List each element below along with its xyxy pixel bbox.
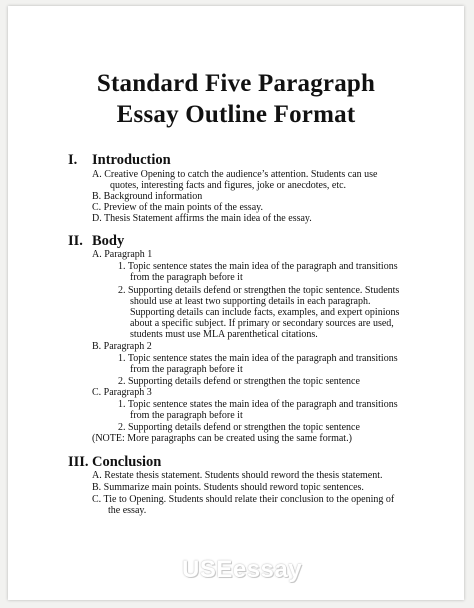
outline-line: (NOTE: More paragraphs can be created using the same format.) bbox=[92, 433, 352, 444]
outline-line: should use at least two supporting details in each paragraph. bbox=[130, 296, 371, 307]
section-title: Body bbox=[92, 233, 125, 249]
document-page bbox=[8, 6, 464, 600]
outline-line: B. Summarize main points. Students should reword topic sentences. bbox=[92, 482, 364, 493]
section-numeral: I. bbox=[68, 152, 78, 168]
outline-line: 2. Supporting details defend or strengthen the topic sentence bbox=[118, 422, 360, 433]
outline-line: 2. Supporting details defend or strengthen the topic sentence. Students bbox=[118, 285, 400, 296]
outline-line: B. Background information bbox=[92, 191, 203, 202]
outline-line: from the paragraph before it bbox=[130, 272, 243, 283]
section-heading-introduction bbox=[68, 152, 171, 168]
section-heading-body bbox=[68, 233, 124, 249]
outline-line: 2. Supporting details defend or strengthen the topic sentence bbox=[118, 376, 360, 387]
outline-line: C. Preview of the main points of the essay. bbox=[92, 202, 263, 213]
outline-line: C. Paragraph 3 bbox=[92, 387, 152, 398]
section-numeral: III. bbox=[68, 454, 89, 470]
outline-line: B. Paragraph 2 bbox=[92, 341, 152, 352]
outline-line: students must use MLA parenthetical citations. bbox=[130, 329, 318, 340]
section-title: Conclusion bbox=[92, 454, 162, 470]
outline-line: 1. Topic sentence states the main idea of the paragraph and transitions bbox=[118, 399, 398, 410]
outline-line: from the paragraph before it bbox=[130, 410, 243, 421]
section-numeral: II. bbox=[68, 233, 83, 249]
outline-line: A. Paragraph 1 bbox=[92, 249, 153, 260]
outline-line: 1. Topic sentence states the main idea of the paragraph and transitions bbox=[118, 353, 398, 364]
outline-line: the essay. bbox=[108, 505, 147, 516]
outline-line: 1. Topic sentence states the main idea of the paragraph and transitions bbox=[118, 261, 398, 272]
outline-line: C. Tie to Opening. Students should relate their conclusion to the opening of bbox=[92, 494, 395, 505]
outline-line: D. Thesis Statement affirms the main idea of the essay. bbox=[92, 213, 312, 224]
outline-line: Supporting details can include facts, examples, and expert opinions bbox=[130, 307, 400, 318]
outline-line: A. Restate thesis statement. Students should reword the thesis statement. bbox=[92, 470, 383, 481]
watermark: USEessay bbox=[182, 556, 303, 583]
document-title-line-2: Essay Outline Format bbox=[116, 101, 356, 128]
outline-line: A. Creative Opening to catch the audience’s attention. Students can use bbox=[92, 169, 378, 180]
outline-line: about a specific subject. If primary or secondary sources are used, bbox=[130, 318, 394, 329]
document-title-line-1: Standard Five Paragraph bbox=[96, 70, 376, 97]
section-heading-conclusion bbox=[68, 454, 161, 470]
outline-line: from the paragraph before it bbox=[130, 364, 243, 375]
section-title: Introduction bbox=[92, 152, 171, 168]
outline-line: quotes, interesting facts and figures, joke or anecdotes, etc. bbox=[110, 180, 347, 191]
